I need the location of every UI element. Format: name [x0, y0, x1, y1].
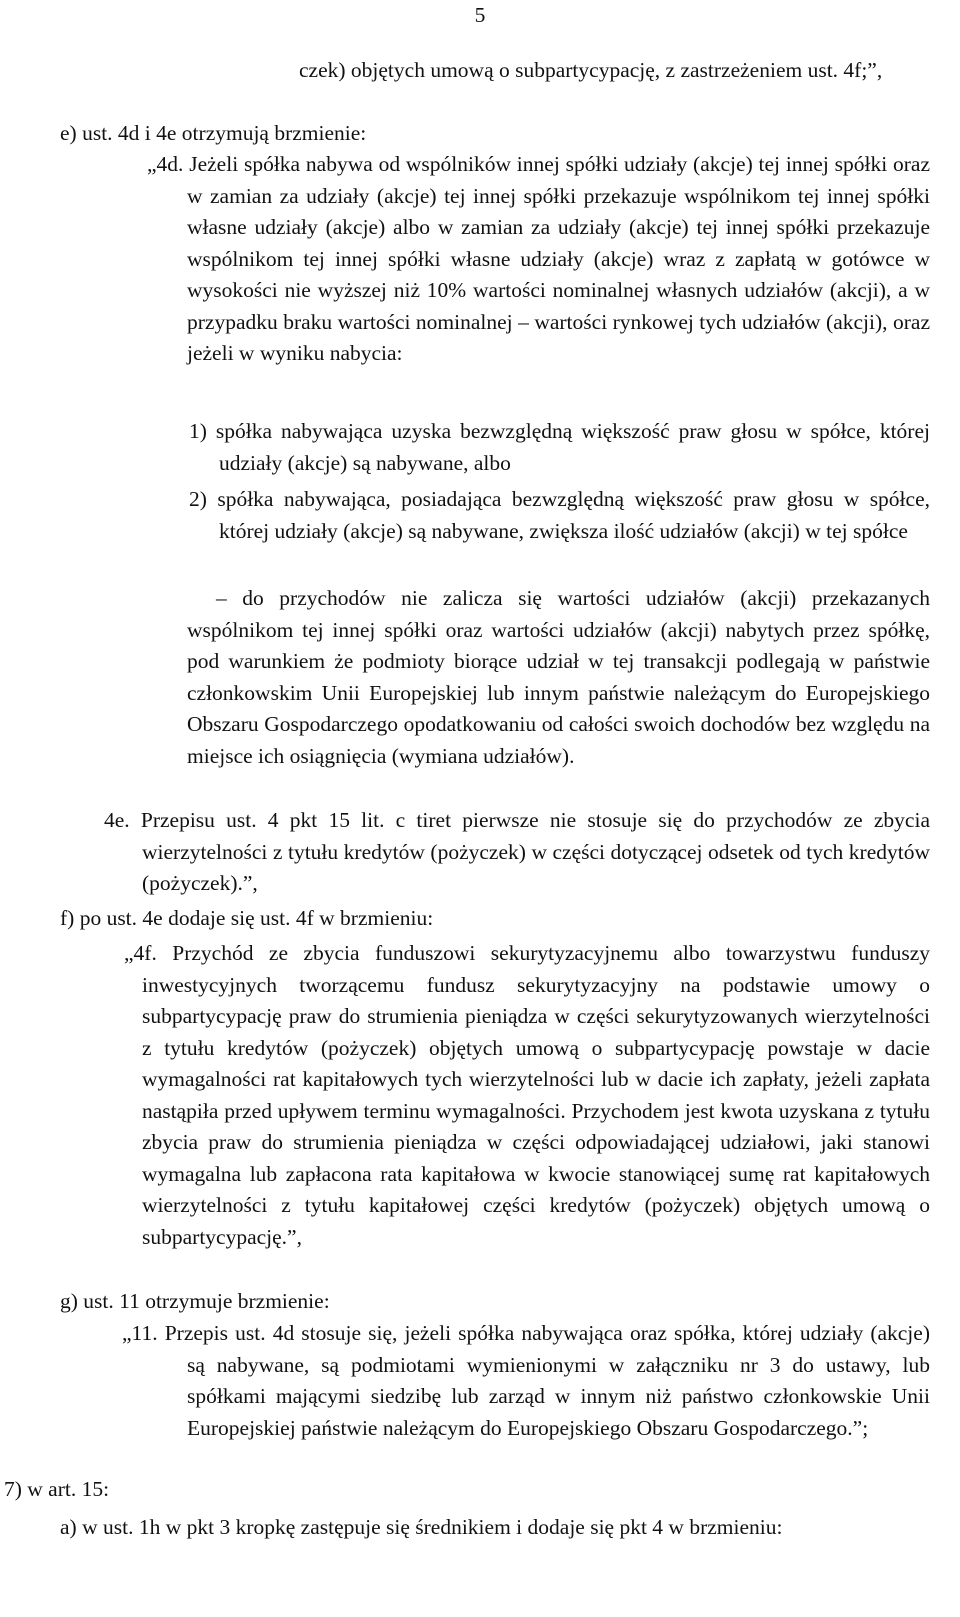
- item-e-label: e) ust. 4d i 4e otrzymują brzmienie:: [60, 121, 367, 145]
- item-f-label: f) po ust. 4e dodaje się ust. 4f w brzmieniu:: [60, 906, 434, 930]
- item-g-label: g) ust. 11 otrzymuje brzmienie:: [60, 1289, 330, 1313]
- page-number: 5: [474, 3, 486, 27]
- item-a-label: a) w ust. 1h w pkt 3 kropkę zastępuje się średnikiem i dodaje się pkt 4 w brzmieniu:: [60, 1515, 783, 1539]
- point-7-label: 7) w art. 15:: [4, 1477, 110, 1501]
- paragraph-4f: „4f. Przychód ze zbycia funduszowi sekurytyzacyjnemu albo towarzystwu funduszy inwestycyjnych tworzącemu fundusz sekurytyzacyjny na podstawie umowy o subpartycypację praw do strumienia pieniądza w części sekurytyzowanych wierzytelności z tytułu kredytów (pożyczek) objętych umową o subpartycypację powstaje w dacie wymagalności rat kapitałowych tych wierzytelności lub w dacie ich zapłaty, jeżeli zapłata nastąpiła przed upływem terminu wymagalności. Przychodem jest kwota uzyskana z tytułu zbycia praw do strumienia pieniądza w części odpowiadającej udziałowi, jaki stanowi wymagalna lub zapłacona rata kapitałowa w kwocie stanowiącej sumę rat kapitałowych wierzytelności z tytułu kapitałowej części kredytów (pożyczek) objętych umową o subpartycypację.”,: [124, 941, 930, 1249]
- paragraph-4e: 4e. Przepisu ust. 4 pkt 15 lit. c tiret pierwsze nie stosuje się do przychodów ze zbycia wierzytelności z tytułu kredytów (pożyczek) w części dotyczącej odsetek od tych kredytów (pożyczek).”,: [104, 808, 930, 895]
- paragraph-4d-closing-dash: – do przychodów nie zalicza się wartości udziałów (akcji) przekazanych wspólnikom tej innej spółki oraz wartości udziałów (akcji) nabytych przez spółkę, pod warunkiem że podmioty biorące udział w tej transakcji podlegają w państwie członkowskim Unii Europejskiej lub innym państwie należącym do Europejskiego Obszaru Gospodarczego opodatkowaniu od całości swoich dochodów bez względu na miejsce ich osiągnięcia (wymiana udziałów).: [187, 586, 930, 768]
- item-c-continuation: czek) objętych umową o subpartycypację, z zastrzeżeniem ust. 4f;”,: [299, 58, 883, 82]
- paragraph-4d-intro: „4d. Jeżeli spółka nabywa od wspólników innej spółki udziały (akcje) tej innej spółki oraz w zamian za udziały (akcje) tej innej spółki przekazuje wspólnikom tej innej spółki własne udziały (akcje) albo w zamian za udziały (akcje) tej innej spółki przekazuje wspólnikom tej innej spółki własne udziały (akcje) wraz z zapłatą w gotówce w wysokości nie wyższej niż 10% wartości nominalnej własnych udziałów (akcji), a w przypadku braku wartości nominalnej – wartości rynkowej tych udziałów (akcji), oraz jeżeli w wyniku nabycia:: [147, 152, 930, 365]
- paragraph-11: „11. Przepis ust. 4d stosuje się, jeżeli spółka nabywająca oraz spółka, której udziały (akcje) są nabywane, są podmiotami wymienionymi w załączniku nr 3 do ustawy, lub spółkami mającymi siedzibę lub zarząd w innym niż państwo członkowskie Unii Europejskiej państwie należącym do Europejskiego Obszaru Gospodarczego.”;: [122, 1321, 930, 1440]
- paragraph-4d-point-2: 2) spółka nabywająca, posiadająca bezwzględną większość praw głosu w spółce, której udziały (akcje) są nabywane, zwiększa ilość udziałów (akcji) w tej spółce: [189, 487, 930, 543]
- paragraph-4d-point-1: 1) spółka nabywająca uzyska bezwzględną większość praw głosu w spółce, której udziały (akcje) są nabywane, albo: [189, 419, 930, 475]
